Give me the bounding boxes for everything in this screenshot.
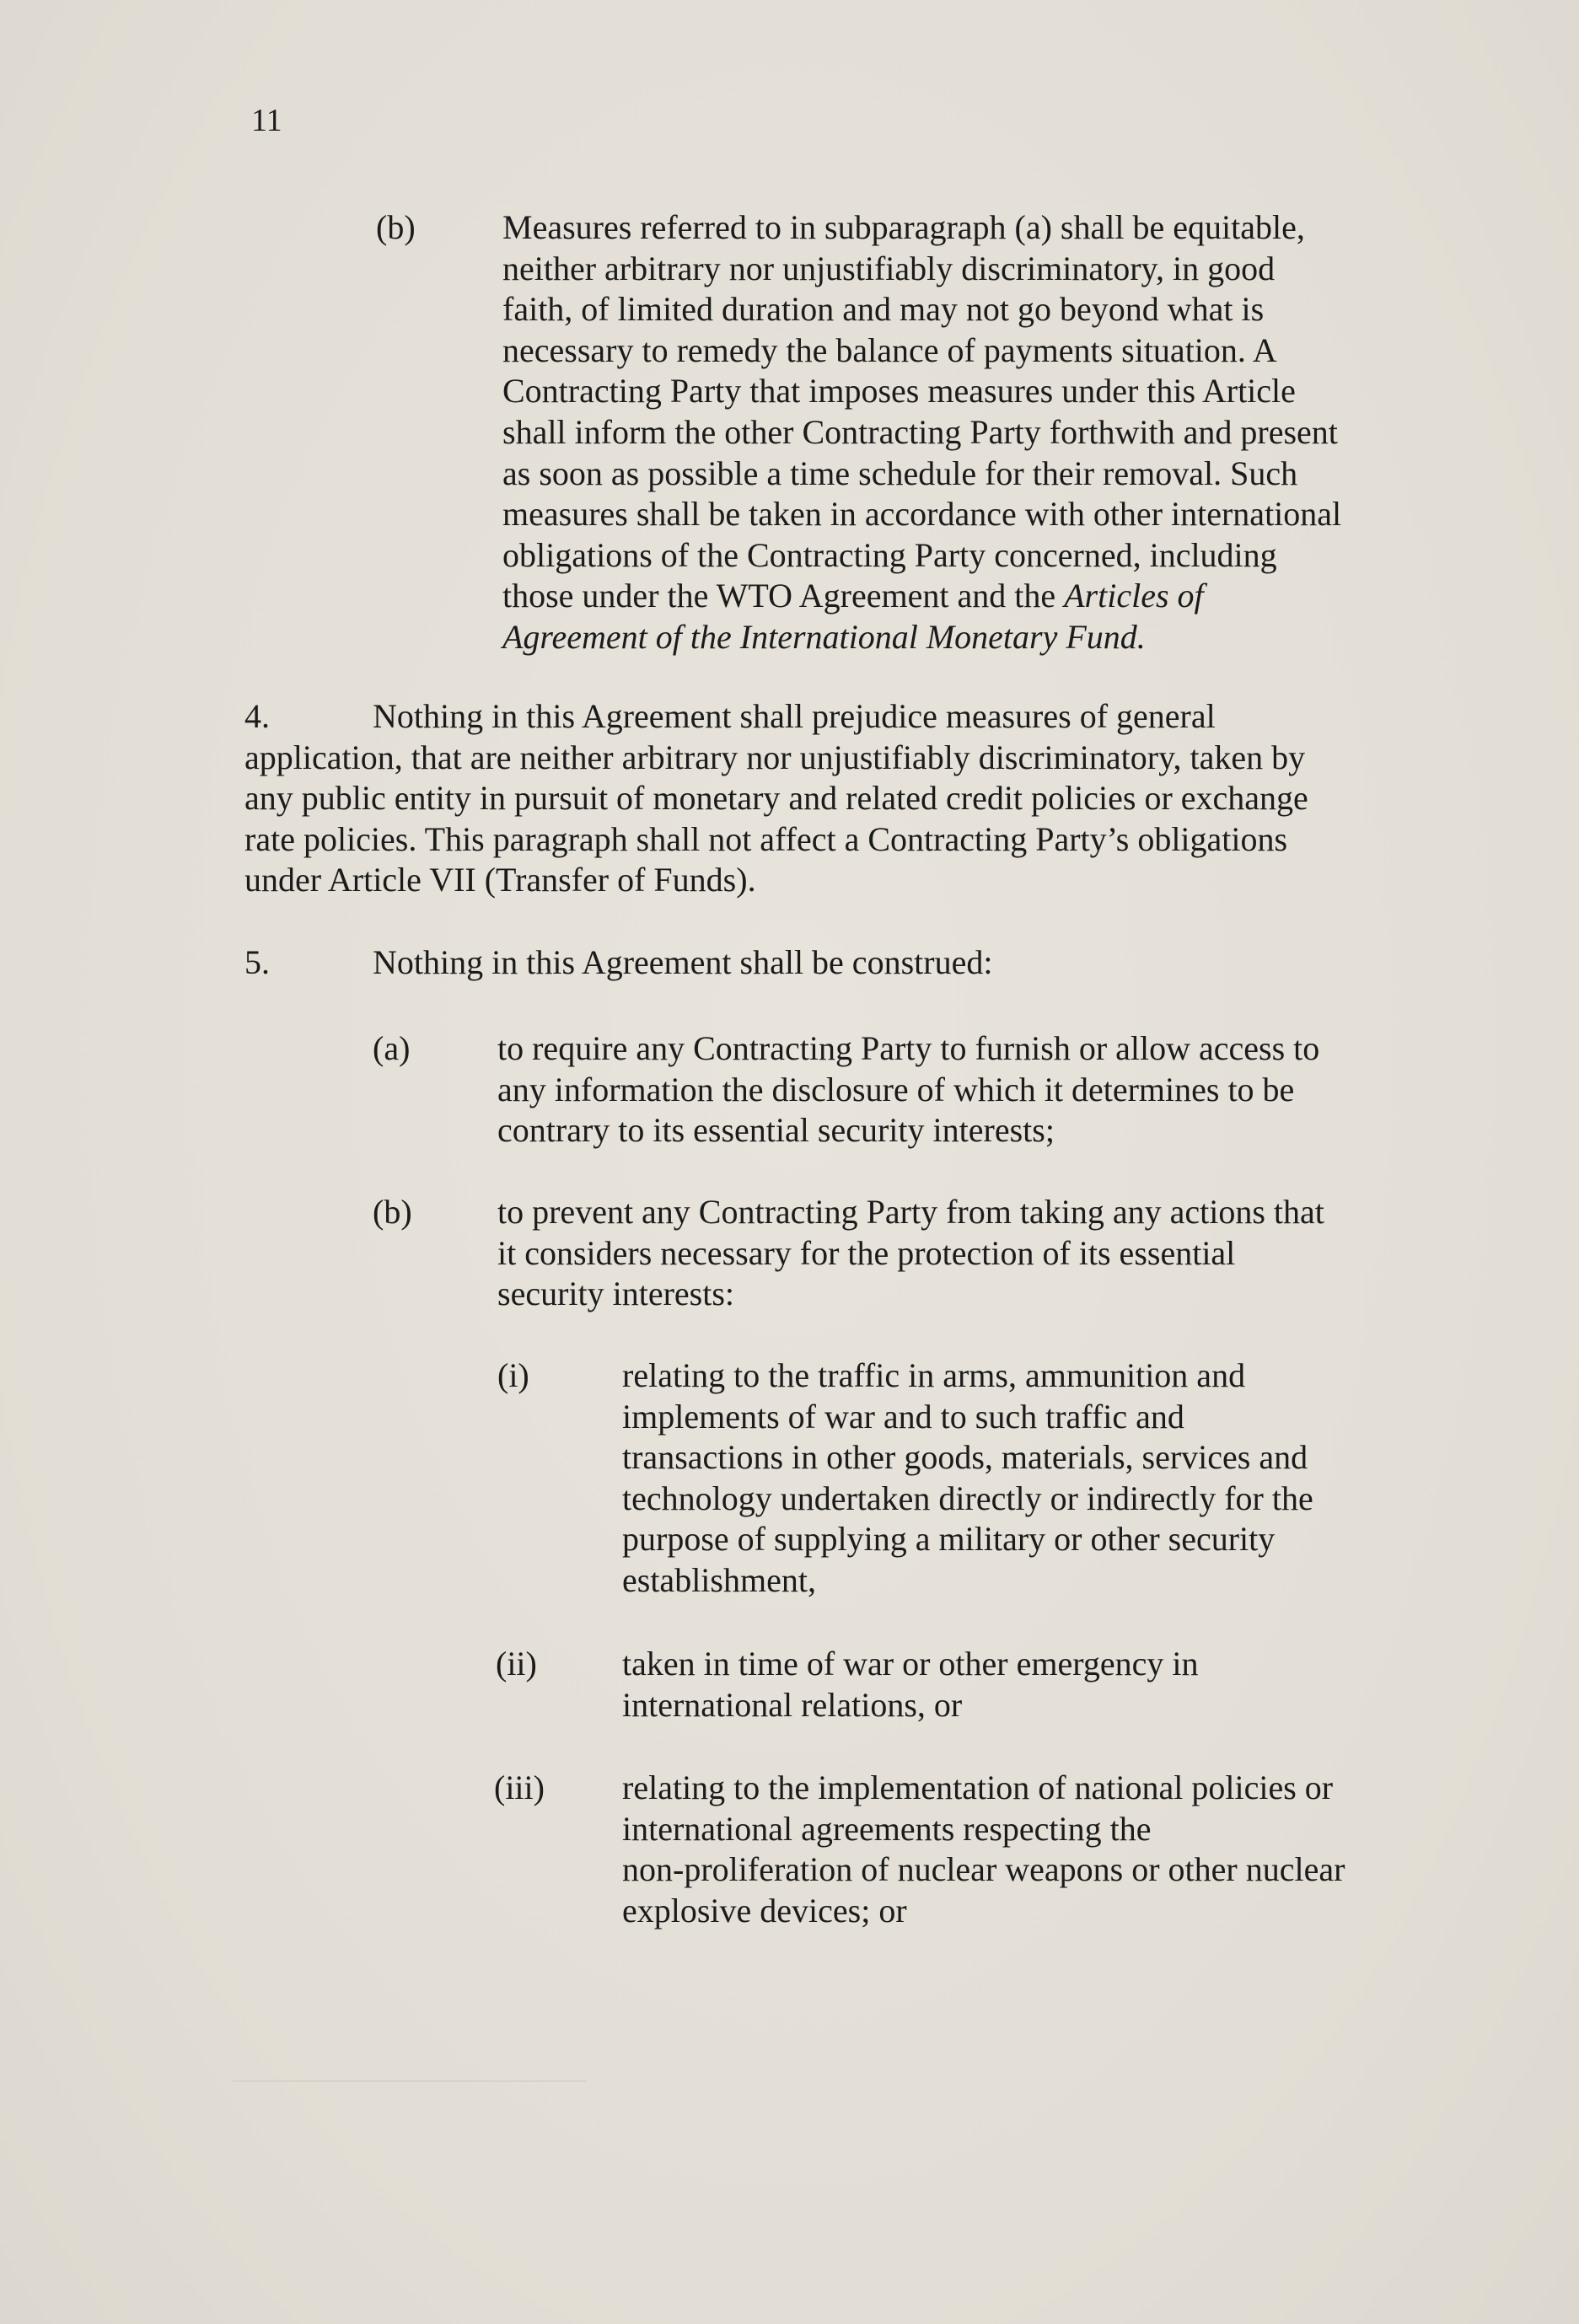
- para-3b-line: neither arbitrary nor unjustifiably discriminatory, in good: [502, 249, 1276, 287]
- para-5b-ii-line: taken in time of war or other emergency in: [622, 1645, 1199, 1683]
- para-3b-line: obligations of the Contracting Party concerned, including: [502, 535, 1277, 574]
- page-number: 11: [251, 103, 282, 138]
- para-3b-label: (b): [376, 208, 416, 246]
- para-5b-i-line: relating to the traffic in arms, ammunition and: [622, 1356, 1246, 1394]
- para-5b-iii-label: (iii): [494, 1768, 545, 1806]
- para-5b-label: (b): [373, 1193, 412, 1231]
- para-5b-iii-line: relating to the implementation of national policies or: [622, 1768, 1334, 1806]
- para-3b-body: [502, 207, 1413, 658]
- para-5b-line: it considers necessary for the protection of its essential: [497, 1233, 1236, 1272]
- para-5b-line: security interests:: [497, 1275, 735, 1313]
- para-4-number: 4.: [244, 697, 270, 735]
- para-5b-i-line: technology undertaken directly or indirectly for the: [622, 1479, 1313, 1517]
- para-3b-line: shall inform the other Contracting Party forthwith and present: [502, 412, 1338, 451]
- para-5b-i-body: [622, 1355, 1415, 1602]
- para-3b-line-text: those under the WTO Agreement and the: [502, 577, 1065, 615]
- para-3b-line: necessary to remedy the balance of payments situation. A: [502, 330, 1277, 369]
- imf-title-part1: Articles of: [1064, 577, 1204, 615]
- para-5-number: 5.: [244, 943, 270, 981]
- para-5b-i-label: (i): [497, 1356, 529, 1394]
- para-3b-line: as soon as possible a time schedule for their removal. Such: [502, 454, 1298, 492]
- para-5a-body: [497, 1028, 1416, 1151]
- imf-title-part2: Agreement of the International Monetary Fund.: [502, 617, 1146, 656]
- para-5-intro: Nothing in this Agreement shall be construed:: [373, 943, 993, 981]
- para-5b-iii-line: explosive devices; or: [622, 1891, 907, 1930]
- para-4-line: under Article VII (Transfer of Funds).: [244, 861, 756, 899]
- para-5a-line: any information the disclosure of which it determines to be: [497, 1070, 1295, 1108]
- para-5b-iii-line: international agreements respecting the: [622, 1809, 1152, 1848]
- para-5b-iii-body: [622, 1768, 1431, 1931]
- para-5b-ii-label: (ii): [496, 1645, 537, 1683]
- para-5b-ii-line: international relations, or: [622, 1685, 963, 1724]
- para-4-first-line: Nothing in this Agreement shall prejudice measures of general: [373, 697, 1216, 735]
- para-5a-label: (a): [373, 1029, 411, 1067]
- para-3b-line: faith, of limited duration and may not go beyond what is: [502, 290, 1265, 329]
- para-3b-line: Contracting Party that imposes measures under this Article: [502, 372, 1296, 411]
- para-5a-line: to require any Contracting Party to furnish or allow access to: [497, 1029, 1320, 1067]
- para-5b-i-line: implements of war and to such traffic and: [622, 1397, 1184, 1436]
- para-4-line: rate policies. This paragraph shall not affect a Contracting Party’s obligations: [244, 819, 1288, 858]
- para-4-line: any public entity in pursuit of monetary and related credit policies or exchange: [244, 779, 1308, 818]
- para-5b-i-line: establishment,: [622, 1560, 816, 1599]
- para-5b-iii-line: non-proliferation of nuclear weapons or other nuclear: [622, 1850, 1345, 1889]
- para-3b-line: [502, 576, 1413, 617]
- para-3b-line: measures shall be taken in accordance with other international: [502, 495, 1342, 534]
- para-4-body: [244, 696, 1425, 901]
- para-5b-i-line: purpose of supplying a military or other security: [622, 1520, 1276, 1559]
- para-5a-line: contrary to its essential security interests;: [497, 1111, 1055, 1150]
- para-5b-line: to prevent any Contracting Party from taking any actions that: [497, 1193, 1324, 1231]
- para-5b-ii-body: [622, 1644, 1415, 1726]
- para-5b-i-line: transactions in other goods, materials, services and: [622, 1438, 1308, 1477]
- para-3b-line: Measures referred to in subparagraph (a) shall be equitable,: [502, 208, 1305, 246]
- para-4-line: application, that are neither arbitrary nor unjustifiably discriminatory, taken by: [244, 738, 1306, 776]
- show-through-rule: [233, 2080, 587, 2082]
- para-5b-body: [497, 1192, 1416, 1315]
